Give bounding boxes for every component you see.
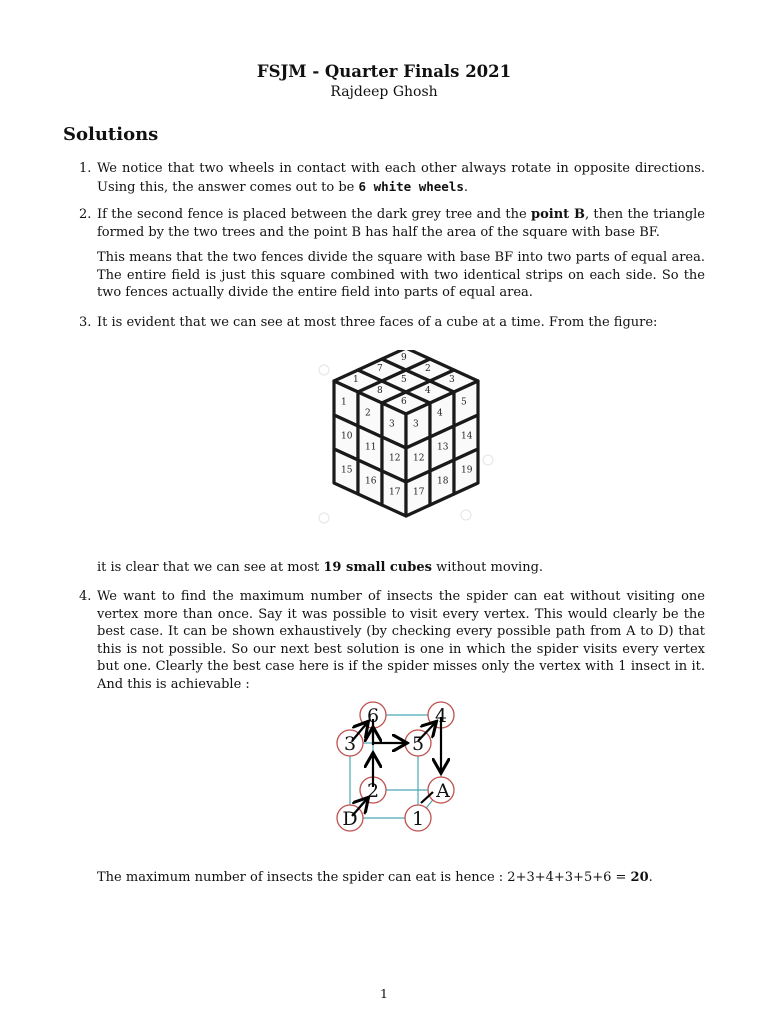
cube-right-facelet-label: 5	[461, 397, 467, 408]
item-number: 1.	[79, 161, 92, 176]
cube-conclusion-tail: without moving.	[431, 560, 544, 575]
item-number: 4.	[79, 589, 92, 604]
cube-top-facelet-label: 4	[425, 386, 431, 396]
author-name: Rajdeep Ghosh	[330, 84, 438, 100]
item-text-tail: , then the triangle formed by the two trees and the point B has half the area of the square with base BF.	[97, 207, 706, 240]
spider-conclusion-tail: .	[648, 870, 653, 885]
cube-top-facelet-label: 6	[401, 397, 407, 407]
rubiks-cube-figure	[316, 350, 496, 540]
cube-left-facelet-label: 11	[365, 442, 377, 453]
solution-item-1	[79, 160, 705, 196]
vertex-label-3: 3	[343, 733, 357, 755]
vertex-label-5: 5	[411, 733, 425, 755]
cube-right-facelet-label: 13	[437, 442, 449, 453]
item-paragraph-2: This means that the two fences divide the square with base BF into two parts of equal area. The entire field is just this square combined with two identical strips on each side. So the two fences actually divide the entire field into parts of equal area.	[97, 250, 705, 300]
cube-top-facelet-label: 9	[401, 353, 407, 363]
cube-right-facelet-label: 19	[461, 465, 473, 476]
section-heading: Solutions	[63, 124, 159, 145]
cube-conclusion	[97, 559, 543, 576]
cube-top-facelet-label: 5	[401, 375, 407, 385]
item-text: We notice that two wheels in contact with each other always rotate in opposite directions. Using this, the answer comes out to be	[97, 161, 705, 195]
cube-left-facelet-label: 17	[389, 487, 401, 498]
cube-right-facelet-label: 14	[461, 431, 473, 442]
cube-top-facelet-label: 2	[425, 364, 431, 374]
point-b-bold: point B	[531, 207, 585, 222]
vertex-label-1: 1	[411, 808, 425, 830]
cube-right-facelet-label: 4	[437, 408, 443, 419]
cube-left-facelet-label: 16	[365, 476, 377, 487]
cube-right-facelet-label: 12	[413, 453, 425, 464]
cube-top-facelet-label: 3	[449, 375, 455, 385]
cube-right-facelet-label: 3	[413, 419, 419, 430]
vertex-label-4: 4	[434, 705, 448, 727]
cube-top-facelet-label: 7	[377, 364, 383, 374]
cube-top-facelet-label: 1	[353, 375, 359, 385]
item-text: We want to find the maximum number of insects the spider can eat without visiting one vertex more than once. Say it was possible to visit every vertex. This would clearly be the best case. It can be shown exhaustively (by checking every possible path from A to D) that this is not possible. So our next best solution is one in which the spider visits every vertex but one. Clearly the best case here is if the spider misses only the vertex with 1 insect in it. And this is achievable :	[97, 589, 705, 692]
vertex-label-2: 2	[366, 780, 380, 802]
spider-path-graph	[325, 695, 465, 845]
cube-right-facelet-label: 18	[437, 476, 449, 487]
vertex-label-d: D	[342, 808, 358, 830]
answer-bold: 6 white wheels	[358, 178, 464, 194]
cube-left-facelet-label: 12	[389, 453, 401, 464]
cube-left-facelet-label: 10	[341, 431, 353, 442]
solution-item-2	[79, 206, 706, 310]
cube-left-facelet-label: 2	[365, 408, 371, 419]
item-text: If the second fence is placed between the dark grey tree and the	[97, 207, 532, 222]
cube-conclusion-text: it is clear that we can see at most	[97, 560, 324, 575]
spider-path-arrows	[352, 717, 441, 816]
vertex-label-6: 6	[366, 705, 380, 727]
solution-item-4	[79, 588, 705, 693]
cube-left-facelet-label: 15	[341, 465, 353, 476]
cube-answer-bold: 19 small cubes	[323, 560, 432, 575]
spider-conclusion	[97, 869, 653, 886]
item-text-tail: .	[463, 179, 469, 195]
cube-right-facelet-label: 17	[413, 487, 425, 498]
cube-left-facelet-label: 1	[341, 397, 347, 408]
spider-answer-bold: 20	[630, 870, 649, 885]
item-number: 2.	[79, 207, 92, 222]
cube-top-facelet-label: 8	[377, 386, 383, 396]
vertex-label-a: A	[436, 780, 450, 802]
spider-conclusion-text: The maximum number of insects the spider can eat is hence : 2+3+4+3+5+6 =	[97, 870, 631, 885]
item-number: 3.	[79, 315, 92, 330]
item-text: It is evident that we can see at most three faces of a cube at a time. From the figure:	[97, 315, 658, 330]
page-number: 1	[380, 986, 388, 1001]
document-title: FSJM - Quarter Finals 2021	[256, 62, 512, 81]
solution-item-3	[79, 314, 705, 332]
cube-left-facelet-label: 3	[389, 419, 395, 430]
